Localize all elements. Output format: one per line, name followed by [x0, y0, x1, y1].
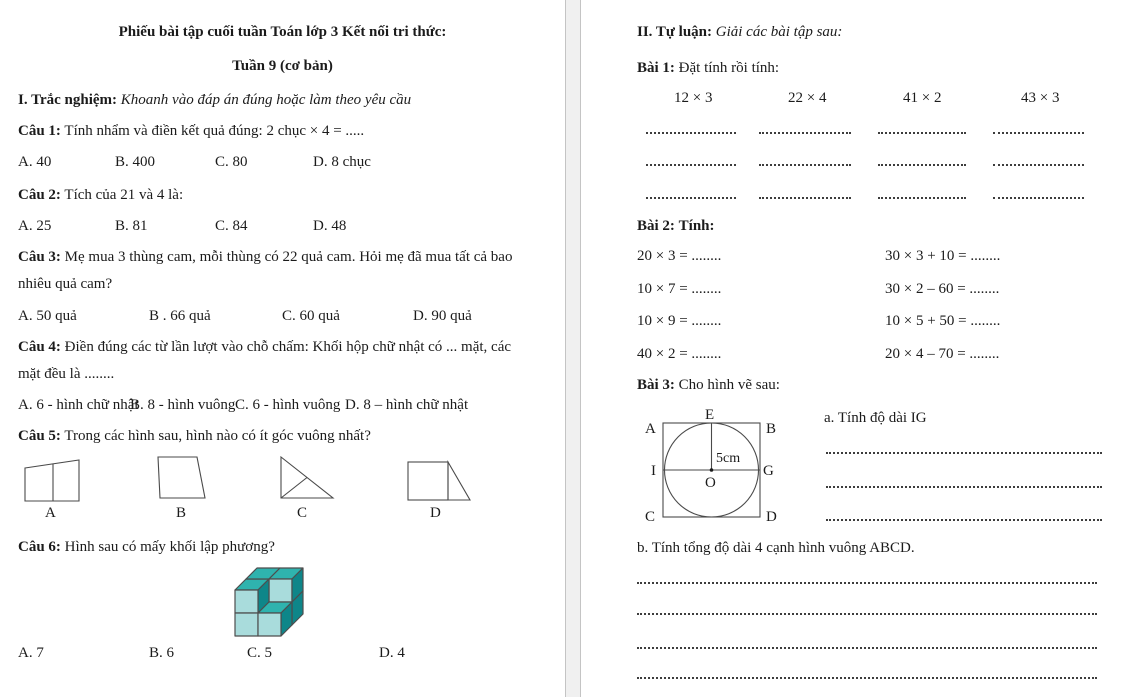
answer-line [646, 130, 736, 134]
problem-1: 12 × 3 [674, 90, 713, 106]
section-1-desc: Khoanh vào đáp án đúng hoặc làm theo yêu cầu [120, 92, 412, 108]
answer-line [878, 195, 966, 199]
exercise-1-problems [581, 88, 1143, 108]
answer-line [993, 195, 1084, 199]
expression: 20 × 3 = ........ [637, 248, 722, 264]
problem-4: 43 × 3 [1021, 90, 1060, 106]
shape-a-figure [24, 455, 82, 503]
answer-line [826, 450, 1102, 454]
exercise-2-label: Bài 2: [637, 218, 675, 234]
option-b: B . 66 quả [149, 308, 211, 324]
shape-d-figure [406, 460, 474, 502]
shape-a-label: A [45, 505, 56, 521]
figure-label-e: E [705, 407, 715, 423]
question-5-label: Câu 5: [18, 428, 61, 444]
worksheet-page-2 [581, 0, 1143, 697]
question-1-options [0, 152, 565, 172]
question-4-text: Điền đúng các từ lần lượt vào chỗ chấm: Khối hộp chữ nhật có ... mặt, các mặt đều là ........ [18, 339, 512, 382]
shape-c-figure [279, 455, 337, 501]
page-gap-divider [565, 0, 581, 697]
question-6-options [0, 643, 565, 663]
exercise-2-row-2 [581, 279, 1143, 299]
exercise-2-row-3 [581, 311, 1143, 331]
question-5-shape-labels [0, 503, 565, 523]
figure-label-i: I [651, 463, 656, 479]
section-1-label: I. Trắc nghiệm: [18, 92, 118, 108]
figure-label-g: G [763, 463, 774, 479]
expression: 10 × 9 = ........ [637, 313, 722, 329]
option-d: D. 4 [379, 645, 405, 661]
exercise-3-text: Cho hình vẽ sau: [678, 377, 780, 393]
page-title: Phiếu bài tập cuối tuần Toán lớp 3 Kết nối tri thức: [118, 24, 447, 40]
answer-line [646, 195, 736, 199]
figure-label-a: A [645, 421, 656, 437]
exercise-1 [637, 58, 779, 78]
shape-b-label: B [176, 505, 187, 521]
answer-line [637, 675, 1097, 679]
question-2-options [0, 216, 565, 236]
expression: 20 × 4 – 70 = ........ [885, 346, 1000, 362]
figure-label-c: C [645, 509, 656, 525]
question-3-options [0, 306, 565, 326]
shape-d-label: D [430, 505, 441, 521]
problem-2: 22 × 4 [788, 90, 827, 106]
answer-line [878, 162, 966, 166]
section-1-heading [18, 90, 411, 110]
expression: 10 × 5 + 50 = ........ [885, 313, 1001, 329]
figure-radius-label: 5cm [716, 451, 741, 466]
exercise-3-part-a: a. Tính độ dài IG [824, 410, 927, 426]
option-c: C. 80 [215, 154, 248, 170]
option-c: C. 84 [215, 218, 248, 234]
square-circle-figure [641, 405, 786, 530]
option-b: B. 81 [115, 218, 148, 234]
figure-label-d: D [766, 509, 777, 525]
expression: 10 × 7 = ........ [637, 281, 722, 297]
question-5-text: Trong các hình sau, hình nào có ít góc vuông nhất? [64, 428, 371, 444]
question-1-text: Tính nhẩm và điền kết quả đúng: 2 chục × 4 = ..... [64, 123, 365, 139]
exercise-1-label: Bài 1: [637, 60, 675, 76]
option-a: A. 6 - hình chữ nhật [18, 397, 139, 413]
problem-3: 41 × 2 [903, 90, 942, 106]
question-3-label: Câu 3: [18, 249, 61, 265]
page-subtitle: Tuần 9 (cơ bản) [232, 58, 333, 74]
option-a: A. 7 [18, 645, 44, 661]
option-c: C. 5 [247, 645, 273, 661]
option-c: C. 6 - hình vuông [235, 397, 341, 413]
option-d: D. 48 [313, 218, 347, 234]
option-c: C. 60 quả [282, 308, 340, 324]
exercise-3-label: Bài 3: [637, 377, 675, 393]
option-d: D. 90 quả [413, 308, 472, 324]
cube-blocks-figure [233, 563, 305, 639]
question-5 [18, 426, 371, 446]
figure-label-b: B [766, 421, 777, 437]
expression: 30 × 3 + 10 = ........ [885, 248, 1001, 264]
option-b: B. 400 [115, 154, 156, 170]
expression: 40 × 2 = ........ [637, 346, 722, 362]
question-2-text: Tích của 21 và 4 là: [64, 187, 184, 203]
section-2-desc: Giải các bài tập sau: [715, 24, 843, 40]
option-d: D. 8 chục [313, 154, 371, 170]
answer-line [759, 130, 851, 134]
answer-line [759, 195, 851, 199]
answer-line [637, 611, 1097, 615]
exercise-3-part-b: b. Tính tổng độ dài 4 cạnh hình vuông ABCD. [637, 540, 915, 556]
question-4-options [0, 395, 565, 415]
figure-label-o: O [705, 475, 716, 491]
shape-b-figure [156, 455, 208, 501]
exercise-3 [637, 375, 780, 395]
option-b: B. 6 [149, 645, 175, 661]
answer-line [878, 130, 966, 134]
exercise-2-text: Tính: [678, 218, 715, 234]
worksheet-page-1 [0, 0, 565, 697]
answer-line [826, 517, 1102, 521]
question-6-label: Câu 6: [18, 539, 61, 555]
answer-line [993, 162, 1084, 166]
answer-line [646, 162, 736, 166]
exercise-2-row-1 [581, 246, 1143, 266]
exercise-2-row-4 [581, 344, 1143, 364]
answer-line [637, 580, 1097, 584]
question-1 [18, 121, 364, 141]
answer-line [637, 645, 1097, 649]
option-d: D. 8 – hình chữ nhật [345, 397, 469, 413]
question-4 [18, 334, 530, 388]
question-3-text: Mẹ mua 3 thùng cam, mỗi thùng có 22 quả cam. Hỏi mẹ đã mua tất cả bao nhiêu quả cam? [18, 249, 513, 292]
option-a: A. 50 quả [18, 308, 77, 324]
question-2-label: Câu 2: [18, 187, 61, 203]
option-a: A. 25 [18, 218, 52, 234]
section-2-heading [637, 22, 842, 42]
answer-line [759, 162, 851, 166]
section-2-label: II. Tự luận: [637, 24, 713, 40]
option-a: A. 40 [18, 154, 52, 170]
question-6 [18, 537, 275, 557]
exercise-2 [637, 216, 715, 236]
expression: 30 × 2 – 60 = ........ [885, 281, 1000, 297]
shape-c-label: C [297, 505, 308, 521]
exercise-1-text: Đặt tính rồi tính: [678, 60, 780, 76]
answer-line [826, 484, 1102, 488]
question-4-label: Câu 4: [18, 339, 61, 355]
option-b: B. 8 - hình vuông [130, 397, 236, 413]
question-2 [18, 185, 183, 205]
question-3 [18, 244, 518, 298]
question-6-text: Hình sau có mấy khối lập phương? [64, 539, 275, 555]
question-1-label: Câu 1: [18, 123, 61, 139]
answer-line [993, 130, 1084, 134]
